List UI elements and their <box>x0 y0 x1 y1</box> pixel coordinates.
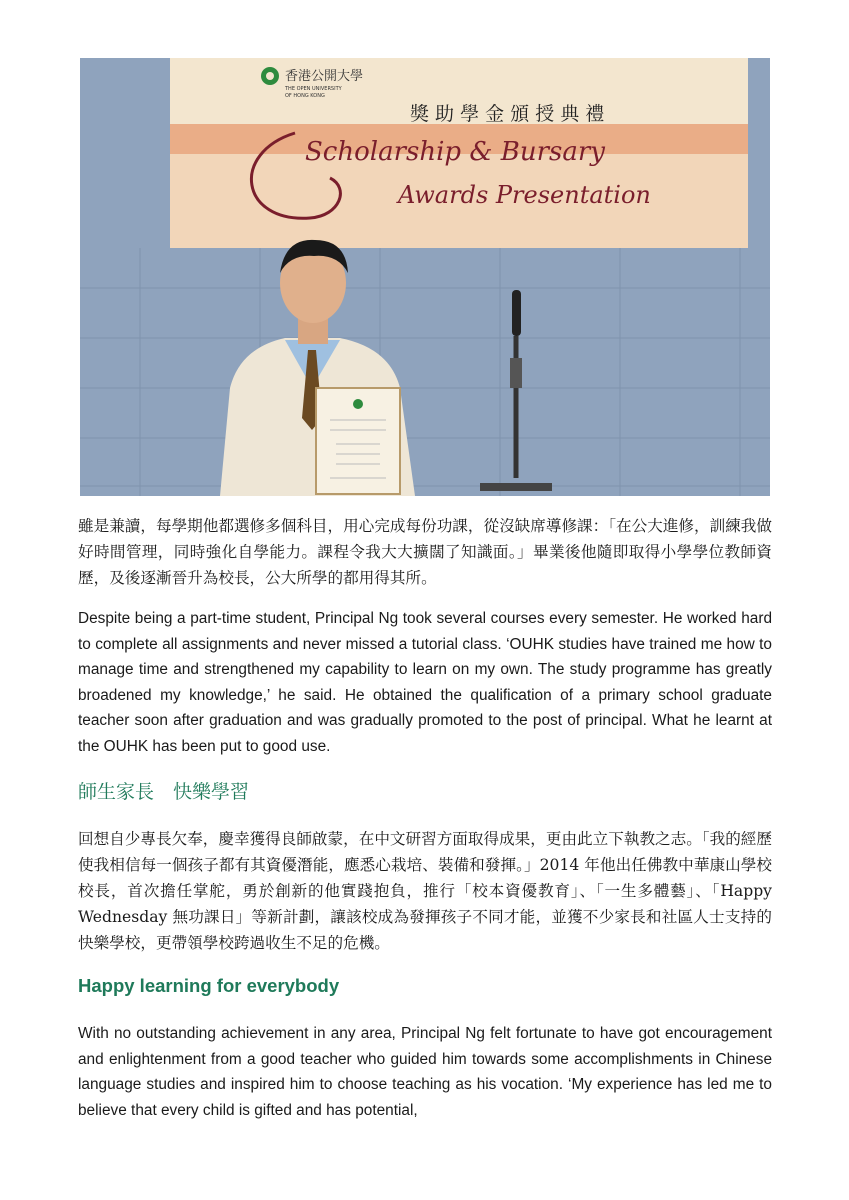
paragraph-1-en: Despite being a part-time student, Principal Ng took several courses every semester. He worked hard to complete all assignments and never missed a tutorial class. ‘OUHK studies have trained me how to manage time and strengthened my capability to learn on my own. The study programme has greatly broadened my knowledge,’ he said. He obtained the qualification of a primary school graduate teacher soon after graduation and was gradually promoted to the post of principal. What he learnt at the OUHK has been put to good use. <box>78 610 772 755</box>
banner-university-en-2: OF HONG KONG <box>285 93 325 99</box>
banner-title-line2: Awards Presentation <box>398 181 651 209</box>
banner-university-en-1: THE OPEN UNIVERSITY <box>285 86 342 92</box>
banner-title-line1: Scholarship & Bursary <box>305 137 605 167</box>
awards-banner <box>170 58 748 248</box>
banner-ceremony-zh: 獎 助 學 金 頒 授 典 禮 <box>410 103 605 125</box>
paragraph-2-zh: 回想自少專長欠奉，慶幸獲得良師啟蒙，在中文研習方面取得成果，更由此立下執教之志。「我的經歷使我相信每一個孩子都有其資優潛能，應悉心栽培、裝備和發揮。」2014 年他出任佛教中華康山學校校長，首次擔任掌舵，勇於創新的他實踐抱負，推行「校本資優教育」、「一生多體藝」、「Happy Wednesday 無功課日」等新計劃，讓該校成為發揮孩子不同才能，並獲不少家長和社區人士支持的快樂學校，更帶領學校跨過收生不足的危機。 <box>78 830 772 952</box>
paragraph-1-zh: 雖是兼讀，每學期他都選修多個科目，用心完成每份功課，從沒缺席導修課：「在公大進修，訓練我做好時間管理，同時強化自學能力。課程令我大大擴闊了知識面。」畢業後他隨即取得小學學位教師資歷，及後逐漸晉升為校長，公大所學的都用得其所。 <box>78 517 772 587</box>
heading-zh: 師生家長 快樂學習 <box>78 781 250 803</box>
certificate <box>316 388 400 494</box>
award-photo <box>80 58 770 496</box>
heading-en: Happy learning for everybody <box>78 975 340 996</box>
paragraph-2-en: With no outstanding achievement in any area, Principal Ng felt fortunate to have got encouragement and enlightenment from a good teacher who guided him towards some accomplishments in Chinese language studies and inspired him to choose teaching as his vocation. ‘My experience has led me to believe that every child is gifted and has potential, <box>78 1025 772 1119</box>
banner-university-zh: 香港公開大學 <box>285 69 364 84</box>
